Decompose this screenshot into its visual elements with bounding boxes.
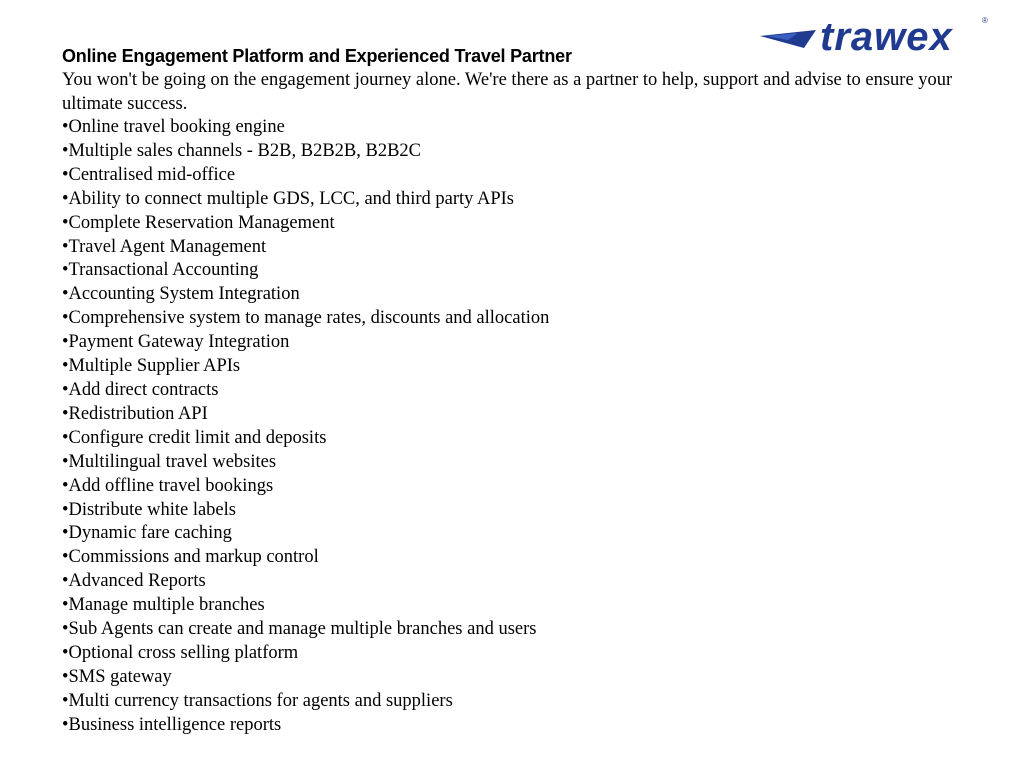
bullet: • [62, 547, 69, 568]
bullet: • [62, 379, 69, 400]
feature-list-item [62, 499, 962, 523]
bullet: • [62, 619, 69, 640]
feature-text: Distribute white labels [68, 499, 236, 520]
bullet: • [62, 284, 69, 305]
bullet: • [62, 714, 69, 735]
bullet: • [62, 164, 69, 185]
feature-text: Travel Agent Management [68, 236, 267, 257]
bullet: • [62, 260, 69, 281]
feature-list-item [62, 642, 962, 666]
bullet: • [62, 212, 69, 233]
bullet: • [62, 595, 69, 616]
feature-list-item [62, 236, 962, 260]
feature-list-item [62, 594, 962, 618]
feature-list-item [62, 427, 962, 451]
feature-text: Payment Gateway Integration [68, 332, 290, 353]
feature-list-item [62, 331, 962, 355]
feature-text: Complete Reservation Management [68, 212, 335, 233]
feature-list-item [62, 140, 962, 164]
feature-list-item [62, 403, 962, 427]
feature-text: SMS gateway [68, 666, 172, 687]
feature-list-item [62, 379, 962, 403]
feature-text: Configure credit limit and deposits [68, 427, 327, 448]
feature-text: Redistribution API [68, 403, 208, 424]
feature-text: Optional cross selling platform [68, 642, 299, 663]
feature-text: Transactional Accounting [68, 260, 259, 281]
feature-text: Dynamic fare caching [68, 523, 232, 544]
bullet: • [62, 236, 69, 257]
feature-text: Add offline travel bookings [68, 475, 274, 496]
feature-list-item [62, 522, 962, 546]
bullet: • [62, 666, 69, 687]
feature-text: Sub Agents can create and manage multiple branches and users [68, 619, 537, 640]
feature-list-item [62, 690, 962, 714]
feature-text: Advanced Reports [68, 571, 206, 592]
feature-text: Online travel booking engine [68, 117, 285, 137]
bullet: • [62, 451, 69, 472]
feature-text: Multiple Supplier APIs [68, 356, 241, 377]
feature-text: Centralised mid-office [68, 164, 236, 185]
feature-text: Ability to connect multiple GDS, LCC, and third party APIs [68, 188, 514, 209]
feature-text: Multi currency transactions for agents and suppliers [68, 690, 453, 711]
feature-list-item [62, 618, 962, 642]
bullet: • [62, 427, 69, 448]
page-heading: Online Engagement Platform and Experienced Travel Partner [62, 46, 572, 66]
bullet: • [62, 571, 69, 592]
bullet: • [62, 690, 69, 711]
feature-text: Manage multiple branches [68, 595, 265, 616]
bullet: • [62, 140, 69, 161]
feature-list-item [62, 283, 962, 307]
feature-text: Comprehensive system to manage rates, discounts and allocation [68, 308, 550, 329]
feature-list-item [62, 546, 962, 570]
bullet: • [62, 308, 69, 329]
bullet: • [62, 475, 69, 496]
feature-list-item [62, 116, 962, 140]
logo-wordmark: trawex [820, 15, 953, 58]
feature-list-item [62, 570, 962, 594]
feature-text: Accounting System Integration [68, 284, 300, 305]
feature-list-item [62, 188, 962, 212]
feature-text: Multiple sales channels - B2B, B2B2B, B2B2C [68, 140, 422, 161]
bullet: • [62, 332, 69, 353]
feature-list-item [62, 451, 962, 475]
bullet: • [62, 642, 69, 663]
feature-text: Multilingual travel websites [68, 451, 277, 472]
feature-text: Add direct contracts [68, 379, 219, 400]
bullet: • [62, 188, 69, 209]
feature-list-item [62, 212, 962, 236]
feature-list-item [62, 355, 962, 379]
bullet: • [62, 499, 69, 520]
feature-list-item [62, 666, 962, 690]
bullet: • [62, 403, 69, 424]
feature-list-item [62, 164, 962, 188]
feature-text: Business intelligence reports [68, 714, 282, 735]
bullet: • [62, 117, 69, 137]
feature-list-item [62, 259, 962, 283]
registered-mark: ® [982, 16, 988, 25]
feature-list-item [62, 475, 962, 499]
bullet: • [62, 523, 69, 544]
feature-text: Commissions and markup control [68, 547, 319, 568]
intro-paragraph: You won't be going on the engagement journey alone. We're there as a partner to help, support and advise to ensure your ultimate success. [62, 70, 953, 114]
feature-list-item [62, 307, 962, 331]
bullet: • [62, 356, 69, 377]
feature-list [62, 116, 962, 738]
feature-list-item [62, 714, 962, 738]
content-area [62, 44, 962, 738]
